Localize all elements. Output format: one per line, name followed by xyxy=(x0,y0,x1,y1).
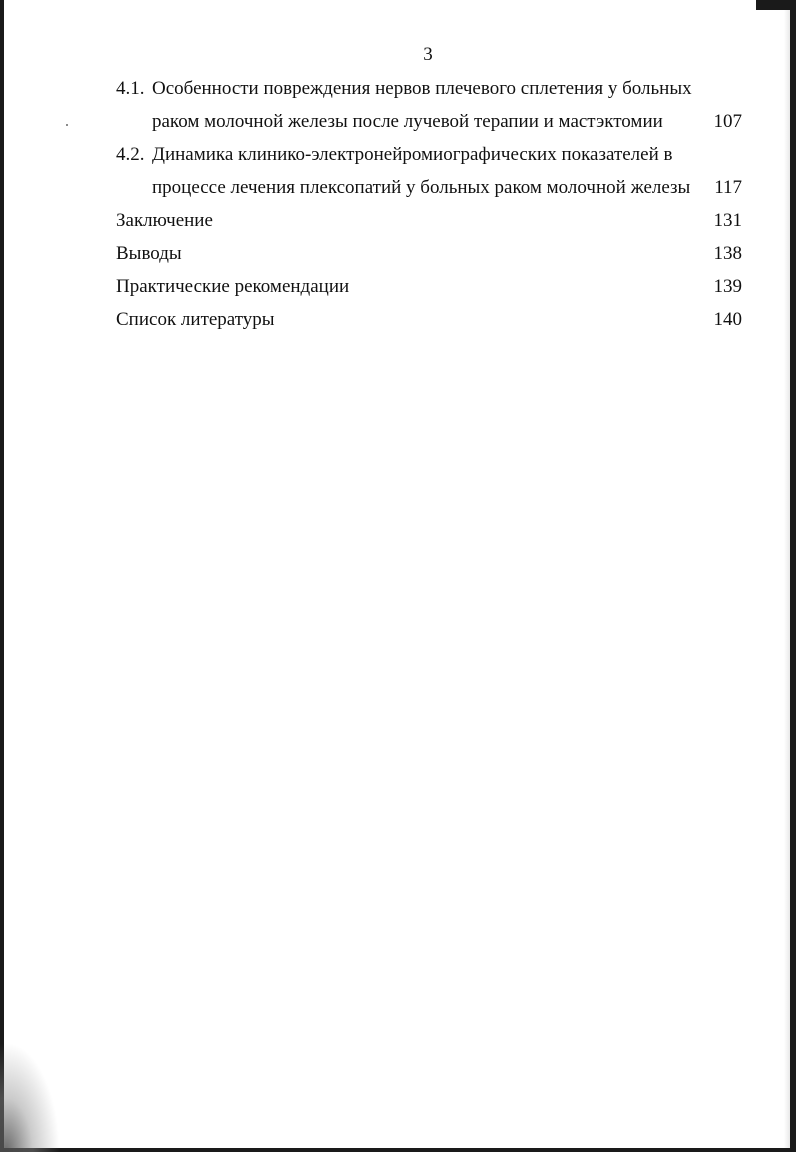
toc-entry-4-2-line-1 xyxy=(116,138,742,171)
toc-entry-title: Практические рекомендации xyxy=(116,276,350,297)
toc-entry-recommendations xyxy=(116,270,742,303)
toc-entry-title: Список литературы xyxy=(116,309,275,330)
page-number: 3 xyxy=(423,44,433,65)
toc-entry-page: 131 xyxy=(713,210,742,231)
toc-entry-page: 139 xyxy=(713,276,742,297)
toc-entry-title: Особенности повреждения нервов плечевого сплетения у больных xyxy=(152,78,692,99)
toc-entry-conclusion xyxy=(116,204,742,237)
toc-entry-4-2-line-2 xyxy=(116,171,742,204)
toc-entry-title-continuation: процессе лечения плексопатий у больных раком молочной железы xyxy=(152,177,691,198)
scan-speck xyxy=(66,124,68,126)
scan-border-bottom xyxy=(0,1148,796,1152)
toc-entry-references xyxy=(116,303,742,336)
toc-entry-4-1-line-2 xyxy=(116,105,742,138)
scan-smudge xyxy=(0,1042,60,1152)
toc-entry-findings xyxy=(116,237,742,270)
toc-entry-title-continuation: раком молочной железы после лучевой терапии и мастэктомии xyxy=(152,111,663,132)
scan-border-top-right xyxy=(756,0,796,10)
toc-entry-page: 117 xyxy=(714,177,742,198)
toc-entry-title: Заключение xyxy=(116,210,213,231)
table-of-contents xyxy=(116,72,742,336)
toc-entry-title: Динамика клинико-электронейромиографических показателей в xyxy=(152,144,673,165)
toc-entry-page: 138 xyxy=(713,243,742,264)
scan-border-right xyxy=(790,0,796,1152)
toc-entry-page: 140 xyxy=(713,309,742,330)
toc-entry-page: 107 xyxy=(713,111,742,132)
toc-entry-number: 4.1. xyxy=(116,78,145,99)
toc-entry-number: 4.2. xyxy=(116,144,145,165)
toc-entry-title: Выводы xyxy=(116,243,182,264)
scan-border-left xyxy=(0,0,4,1152)
toc-entry-4-1-line-1 xyxy=(116,72,742,105)
